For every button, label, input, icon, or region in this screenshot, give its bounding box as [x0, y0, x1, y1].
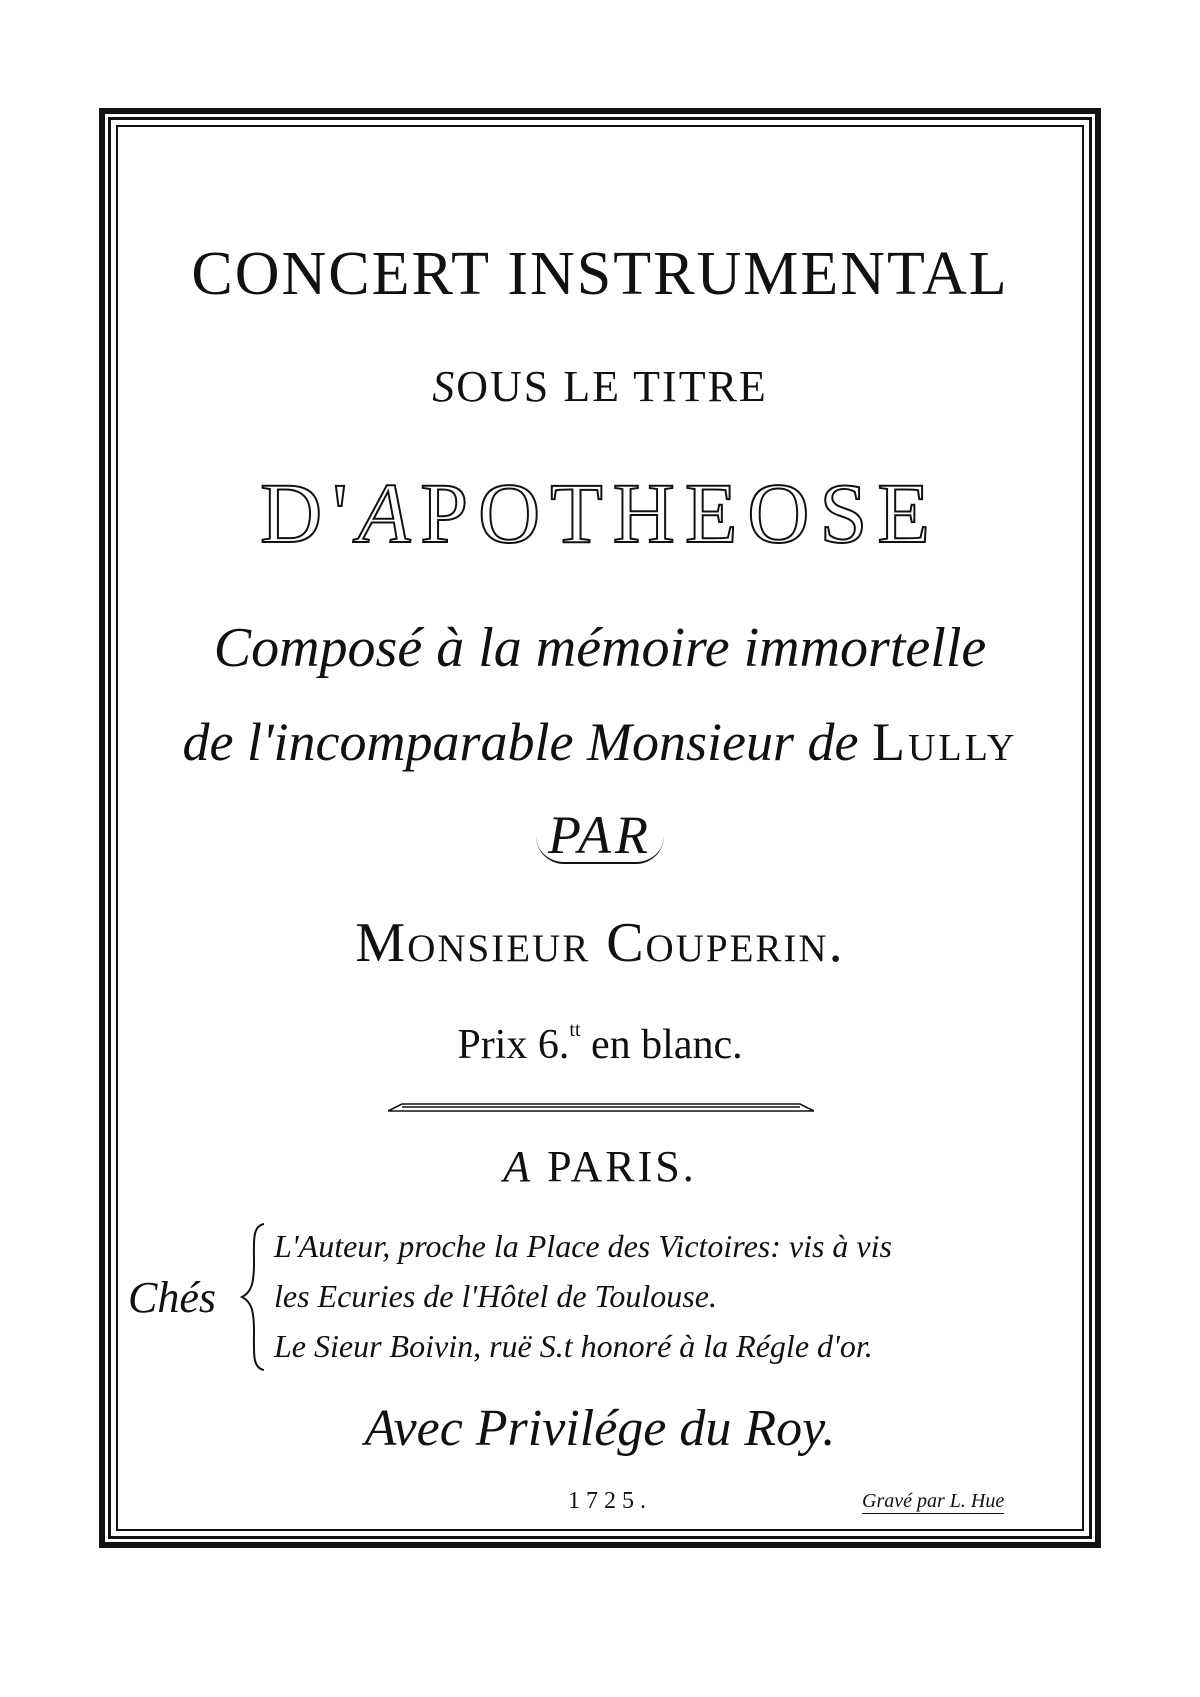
address-line-2: les Ecuries de l'Hôtel de Toulouse.: [274, 1278, 717, 1314]
privilege-line: Avec Privilége du Roy.: [364, 1400, 836, 1457]
ches-label: Chés: [128, 1273, 216, 1322]
subtitle-name-lully: Lully: [871, 712, 1018, 772]
address-line-1: L'Auteur, proche la Place des Victoires: vis à vis: [274, 1228, 892, 1264]
title-line-3: [0, 465, 1200, 561]
curly-brace-icon: [240, 1222, 266, 1372]
title-line-2: [0, 362, 1200, 411]
subtitle-line-2: [0, 712, 1200, 772]
price-prefix: Prix 6.: [457, 1022, 570, 1068]
ornamental-rule: [388, 1102, 814, 1112]
par-ornament: PAR: [536, 808, 664, 864]
title-line-1: CONCERT INSTRUMENTAL: [191, 240, 1009, 308]
address-block: [128, 1222, 1088, 1372]
title-line-2-capital: S: [432, 362, 457, 411]
publication-year: 1725.: [568, 1488, 652, 1514]
engraver-credit: Gravé par L. Hue: [862, 1490, 1005, 1512]
place-capital: A: [503, 1142, 534, 1191]
curly-brace-shape: [242, 1224, 264, 1370]
title-line-3-text: POTHEOSE: [420, 465, 940, 561]
price-line: [0, 1020, 1200, 1066]
place-text: PARIS.: [533, 1142, 697, 1191]
author-name: Monsieur Couperin.: [355, 912, 845, 974]
subtitle-line-2-text: de l'incomparable Monsieur de: [182, 712, 859, 772]
place-line: [0, 1142, 1200, 1191]
subtitle-line-1: Composé à la mémoire immortelle: [213, 617, 987, 679]
address-line-3: Le Sieur Boivin, ruë S.t honoré à la Régle d'or.: [274, 1328, 873, 1364]
par-line: [0, 805, 1200, 865]
price-suffix: en blanc.: [591, 1022, 743, 1068]
title-line-2-text: OUS LE TITRE: [456, 362, 768, 411]
price-superscript: tt: [569, 1019, 581, 1041]
title-line-3-prefix: D': [260, 465, 358, 561]
title-line-3-capital: A: [357, 465, 421, 561]
